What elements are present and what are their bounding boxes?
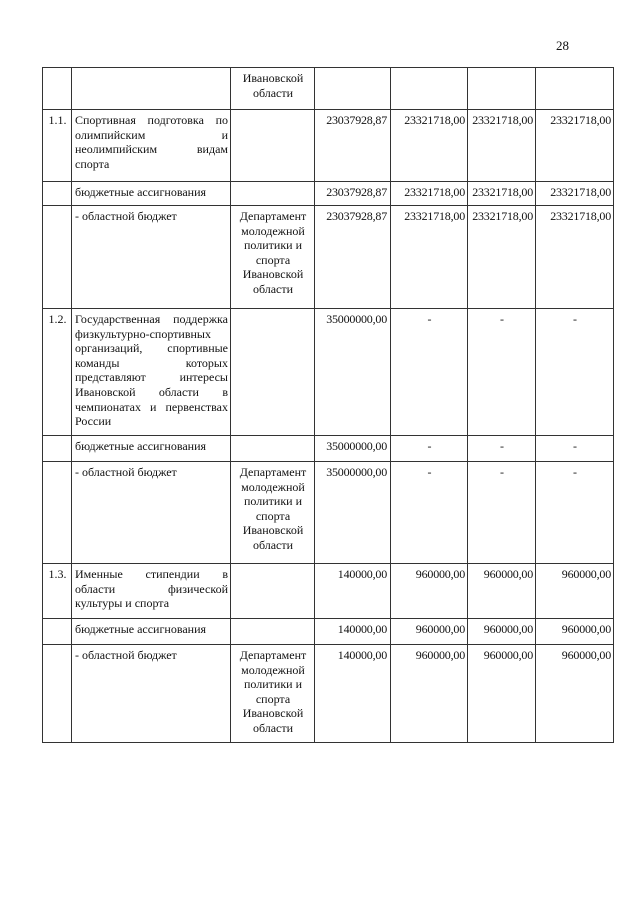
value-col-3: 23321718,00 <box>468 206 536 309</box>
row-name: - областной бюджет <box>72 645 231 743</box>
table-row <box>43 110 614 182</box>
row-organization: Ивановской области <box>231 68 315 110</box>
table-row <box>43 564 614 619</box>
row-name: бюджетные ассигнования <box>72 619 231 645</box>
value-col-4 <box>536 68 614 110</box>
value-col-1: 23037928,87 <box>315 110 391 182</box>
value-col-3: 23321718,00 <box>468 110 536 182</box>
page-number: 28 <box>556 38 569 53</box>
value-col-2: - <box>391 436 468 462</box>
value-col-4: - <box>536 462 614 564</box>
row-number <box>43 182 72 206</box>
value-col-1: 23037928,87 <box>315 206 391 309</box>
row-organization <box>231 619 315 645</box>
row-number: 1.2. <box>43 309 72 436</box>
row-name: бюджетные ассигнования <box>72 182 231 206</box>
value-col-3: - <box>468 309 536 436</box>
value-col-1: 140000,00 <box>315 619 391 645</box>
value-col-4: 960000,00 <box>536 619 614 645</box>
row-number: 1.1. <box>43 110 72 182</box>
value-col-2 <box>391 68 468 110</box>
row-name: - областной бюджет <box>72 462 231 564</box>
value-col-4: 960000,00 <box>536 645 614 743</box>
row-number <box>43 645 72 743</box>
table-row <box>43 182 614 206</box>
value-col-3: - <box>468 436 536 462</box>
row-name: - областной бюджет <box>72 206 231 309</box>
table-row <box>43 68 614 110</box>
value-col-4: - <box>536 436 614 462</box>
value-col-1: 140000,00 <box>315 564 391 619</box>
row-number: 1.3. <box>43 564 72 619</box>
row-organization <box>231 110 315 182</box>
row-name: Государственная поддержка физкультурно-спортивных организаций, спортивные команды которых представляют интересы Ивановской области в чемпионатах и первенствах России <box>72 309 231 436</box>
value-col-4: 23321718,00 <box>536 182 614 206</box>
row-number <box>43 68 72 110</box>
value-col-4: - <box>536 309 614 436</box>
budget-table <box>42 67 614 743</box>
table-row <box>43 462 614 564</box>
row-organization <box>231 564 315 619</box>
row-organization: Департамент молодежной политики и спорта Ивановской области <box>231 645 315 743</box>
table-row <box>43 309 614 436</box>
row-number <box>43 619 72 645</box>
value-col-2: 960000,00 <box>391 645 468 743</box>
value-col-1: 35000000,00 <box>315 462 391 564</box>
value-col-3: 960000,00 <box>468 619 536 645</box>
table-row <box>43 645 614 743</box>
value-col-2: 23321718,00 <box>391 110 468 182</box>
value-col-2: 960000,00 <box>391 564 468 619</box>
table-row <box>43 436 614 462</box>
row-organization <box>231 309 315 436</box>
value-col-1: 23037928,87 <box>315 182 391 206</box>
value-col-1: 35000000,00 <box>315 309 391 436</box>
value-col-2: 23321718,00 <box>391 206 468 309</box>
value-col-3: - <box>468 462 536 564</box>
row-number <box>43 206 72 309</box>
row-name: Спортивная подготовка по олимпийским и неолимпийским видам спорта <box>72 110 231 182</box>
value-col-3: 23321718,00 <box>468 182 536 206</box>
row-organization <box>231 182 315 206</box>
row-organization: Департамент молодежной политики и спорта Ивановской области <box>231 462 315 564</box>
row-organization: Департамент молодежной политики и спорта Ивановской области <box>231 206 315 309</box>
row-organization <box>231 436 315 462</box>
value-col-4: 960000,00 <box>536 564 614 619</box>
value-col-2: 960000,00 <box>391 619 468 645</box>
value-col-2: - <box>391 309 468 436</box>
value-col-1: 35000000,00 <box>315 436 391 462</box>
value-col-1 <box>315 68 391 110</box>
row-number <box>43 462 72 564</box>
value-col-3: 960000,00 <box>468 564 536 619</box>
table-row <box>43 206 614 309</box>
table-row <box>43 619 614 645</box>
value-col-1: 140000,00 <box>315 645 391 743</box>
row-name: Именные стипендии в области физической культуры и спорта <box>72 564 231 619</box>
value-col-2: - <box>391 462 468 564</box>
row-number <box>43 436 72 462</box>
row-name: бюджетные ассигнования <box>72 436 231 462</box>
value-col-4: 23321718,00 <box>536 206 614 309</box>
value-col-2: 23321718,00 <box>391 182 468 206</box>
row-name <box>72 68 231 110</box>
value-col-3: 960000,00 <box>468 645 536 743</box>
value-col-4: 23321718,00 <box>536 110 614 182</box>
value-col-3 <box>468 68 536 110</box>
